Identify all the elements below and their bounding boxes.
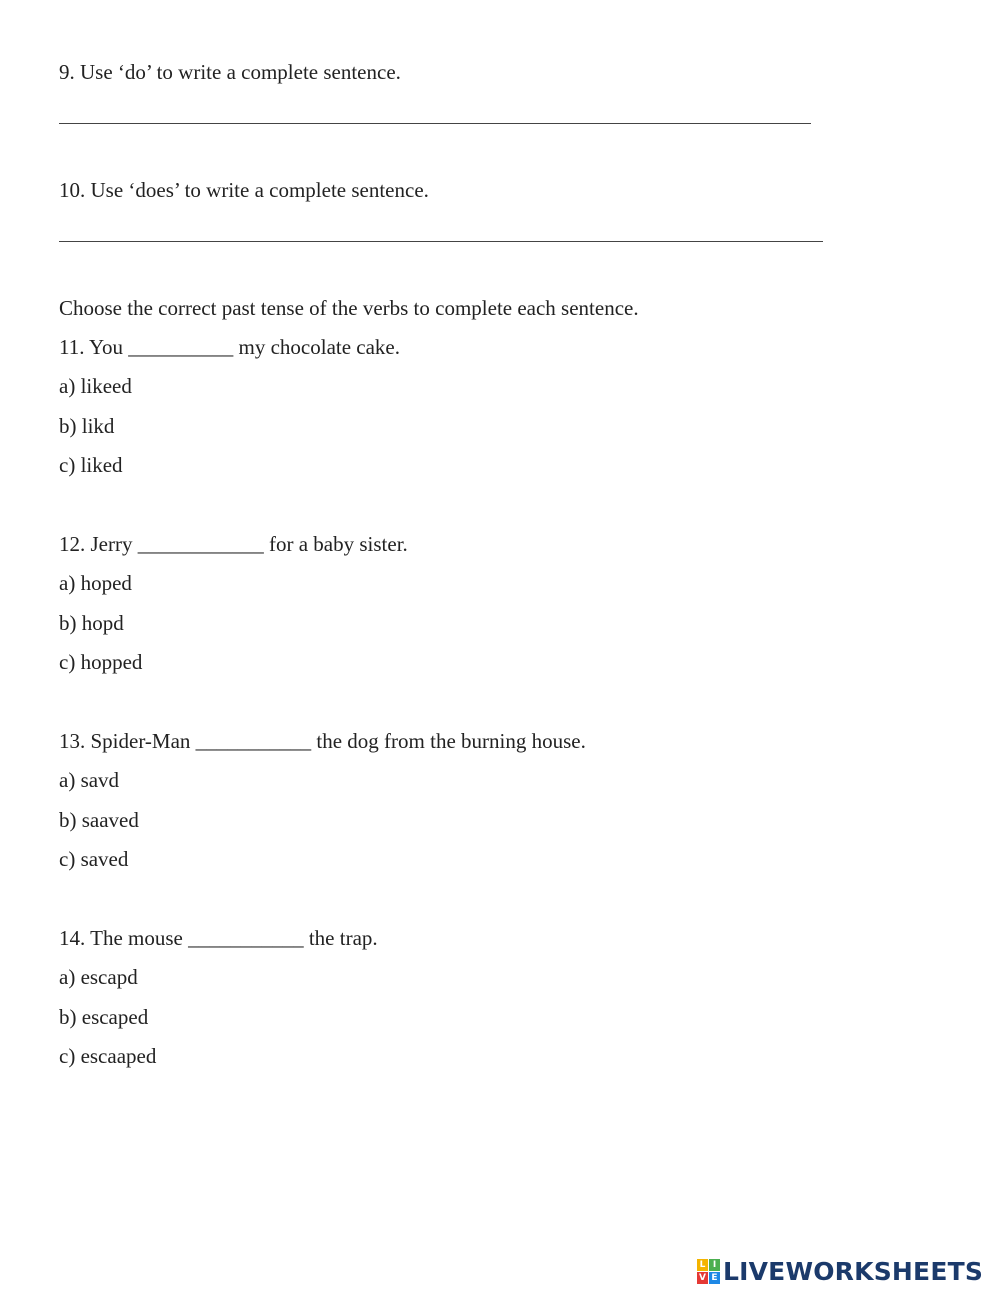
question-13-option-c[interactable]: c) saved (59, 847, 129, 871)
question-12-option-b[interactable]: b) hopd (59, 611, 124, 635)
question-14-option-b[interactable]: b) escaped (59, 1005, 149, 1029)
question-10-answer-line[interactable] (59, 241, 823, 242)
question-14-option-a[interactable]: a) escapd (59, 965, 138, 989)
question-14-option-c[interactable]: c) escaaped (59, 1044, 157, 1068)
question-12-stem: 12. Jerry ____________ for a baby sister. (59, 532, 408, 556)
question-11-stem: 11. You __________ my chocolate cake. (59, 335, 401, 359)
question-13-stem: 13. Spider-Man ___________ the dog from the burning house. (59, 729, 586, 753)
section-instruction: Choose the correct past tense of the verbs to complete each sentence. (59, 296, 639, 320)
question-13-option-a[interactable]: a) savd (59, 768, 120, 792)
liveworksheets-logo (697, 1256, 983, 1286)
logo-text: LIVEWORKSHEETS (723, 1256, 984, 1286)
question-13-option-b[interactable]: b) saaved (59, 808, 139, 832)
question-9-answer-line[interactable] (59, 123, 811, 124)
question-10-prompt: 10. Use ‘does’ to write a complete sentence. (59, 178, 429, 202)
question-11-option-b[interactable]: b) likd (59, 414, 115, 438)
logo-mark-letter-e: E (709, 1272, 720, 1284)
question-14-stem: 14. The mouse ___________ the trap. (59, 926, 378, 950)
logo-mark-letter-i: I (709, 1259, 720, 1271)
question-9-prompt: 9. Use ‘do’ to write a complete sentence. (59, 60, 401, 84)
question-11-option-c[interactable]: c) liked (59, 453, 123, 477)
question-11-option-a[interactable]: a) likeed (59, 374, 132, 398)
logo-mark-letter-v: V (697, 1272, 708, 1284)
question-12-option-a[interactable]: a) hoped (59, 571, 132, 595)
logo-mark-letter-l: L (697, 1259, 708, 1271)
question-12-option-c[interactable]: c) hopped (59, 650, 143, 674)
logo-mark-icon (697, 1259, 720, 1284)
